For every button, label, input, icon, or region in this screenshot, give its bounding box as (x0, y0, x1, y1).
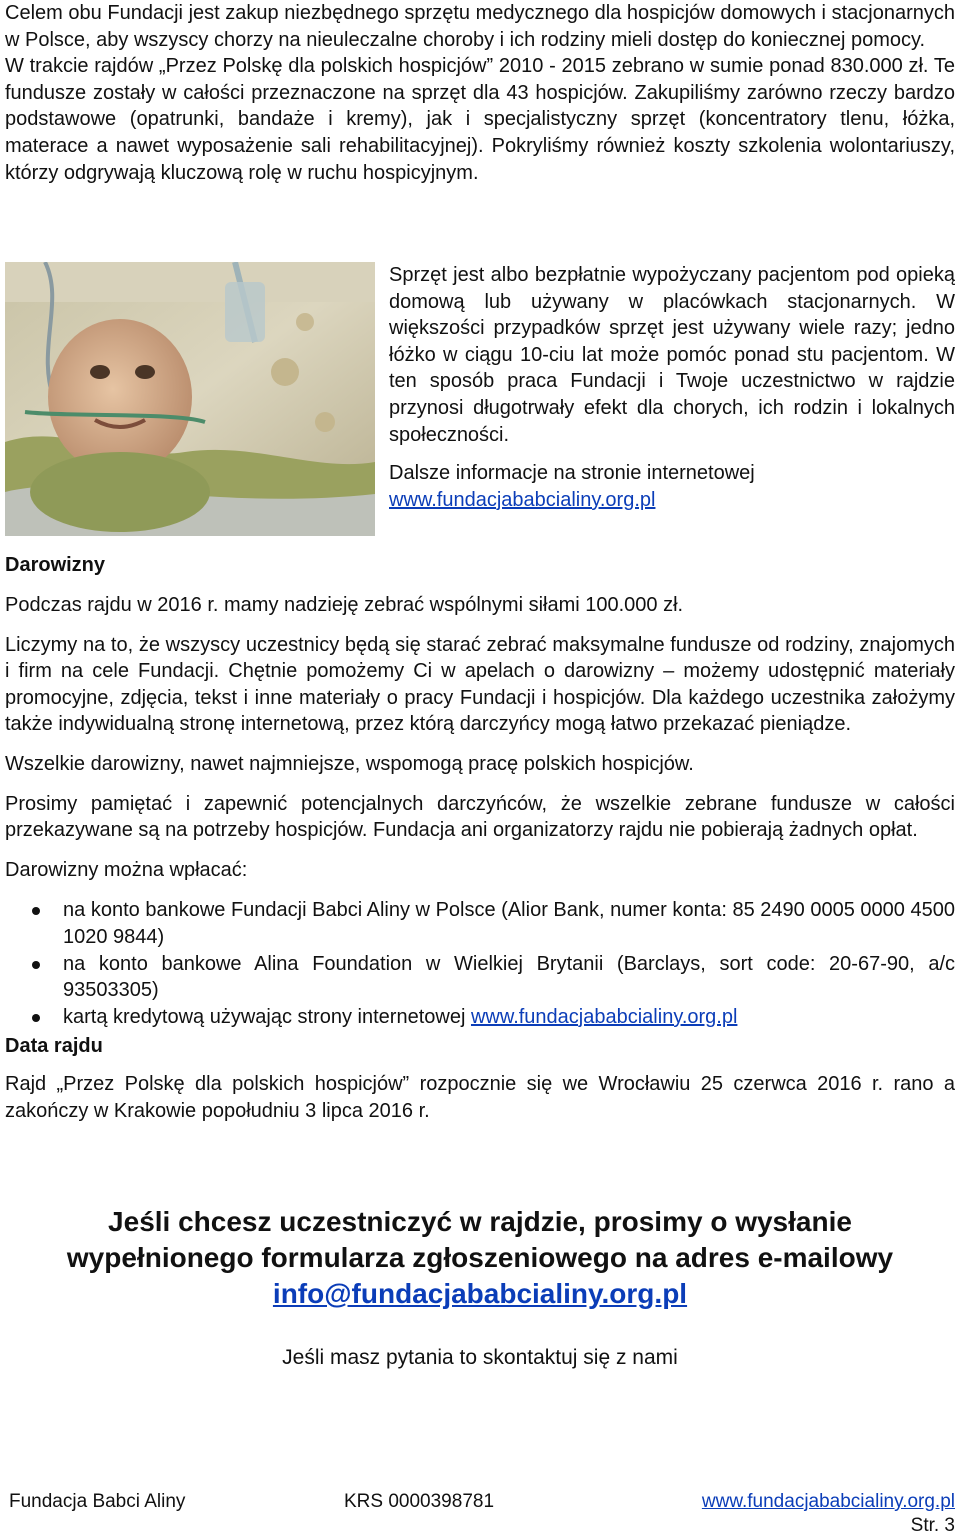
side-text (389, 262, 955, 513)
donations-paragraph-3: Wszelkie darowizny, nawet najmniejsze, wspomogą pracę polskich hospicjów. (5, 752, 694, 775)
baby-photo-image (5, 262, 375, 536)
side-paragraph: Sprzęt jest albo bezpłatnie wypożyczany pacjentom pod opieką domową lub używany w placówkach stacjonarnych. W większości przypadków sprzęt jest używany wiele razy; jedno łóżko w ciągu 10-ciu lat może pomóc ponad stu pacjentom. W ten sposób praca Fundacji i Twoje uczestnictwo w rajdzie przynosi długotrwały efekt dla chorych, ich rodzin i lokalnych społeczności. (389, 264, 955, 446)
donation-methods-list (5, 897, 955, 1030)
contact-prompt: Jeśli masz pytania to skontaktuj się z nami (282, 1346, 678, 1369)
donation-website-link[interactable]: www.fundacjababcialiny.org.pl (470, 1005, 738, 1028)
date-heading: Data rajdu (5, 1035, 103, 1058)
more-info-label: Dalsze informacje na stronie internetowej (389, 462, 755, 485)
bullet-icon (32, 1014, 40, 1022)
donations-goal: Podczas rajdu w 2016 r. mamy nadzieję zebrać wspólnymi siłami 100.000 zł. (5, 594, 684, 616)
date-paragraph: Rajd „Przez Polskę dla polskich hospicjów” rozpocznie się we Wrocławiu 25 czerwca 2016 r. rano a zakończy w Krakowie popołudniu 3 lipca 2016 r. (5, 1073, 955, 1122)
bullet-icon (32, 961, 40, 969)
donations-section (5, 552, 955, 1125)
signup-callout (5, 1204, 955, 1372)
donations-heading: Darowizny (5, 554, 106, 576)
more-info (389, 460, 955, 513)
page-footer (5, 1491, 957, 1535)
donations-paragraph-5: Darowizny można wpłacać: (5, 858, 248, 881)
donations-paragraph-2: Liczymy na to, że wszyscy uczestnicy będą się starać zebrać maksymalne fundusze od rodziny, znajomych i firm na cele Fundacji. Chętnie pomożemy Ci w apelach o darowizny – możemy udostępnić materiały promocyjne, zdjęcia, tekst i inne materiały o pracy Fundacji i hospicjów. Dla każdego uczestnika założymy także indywidualną stronę internetową, przez którą darczyńcy mogą łatwo przekazać pieniądze. (5, 633, 955, 736)
footer-krs: KRS 0000398781 (344, 1491, 495, 1512)
email-link[interactable]: info@fundacjababcialiny.org.pl (272, 1278, 688, 1309)
intro-section (5, 0, 955, 186)
bullet-icon (32, 907, 40, 915)
list-item: kartą kredytową używając strony internetowej www.fundacjababcialiny.org.pl (5, 1004, 955, 1031)
intro-paragraph-1: Celem obu Fundacji jest zakup niezbędnego sprzętu medycznego dla hospicjów domowych i stacjonarnych w Polsce, aby wszyscy chorzy na nieuleczalne choroby i ich rodziny mieli dostęp do koniecznej pomocy. (5, 2, 955, 51)
intro-paragraph-2: W trakcie rajdów „Przez Polskę dla polskich hospicjów” 2010 - 2015 zebrano w sumie ponad 830.000 zł. Te fundusze zostały w całości przeznaczone na sprzęt dla 43 hospicjów. Zakupiliśmy zarówno rzeczy bardzo podstawowe (opatrunki, bandaże i kremy), jak i specjalistyczny sprzęt (koncentratory tlenu, łóżka, materace a nawet wyposażenie sali rehabilitacyjnej). Pokryliśmy również koszty szkolenia wolontariuszy, którzy odgrywają kluczową rolę w ruchu hospicyjnym. (5, 55, 955, 184)
list-item: na konto bankowe Fundacji Babci Aliny w Polsce (Alior Bank, numer konta: 85 2490 0005 0000 4500 1020 9844) (5, 897, 955, 950)
page-number: Str. 3 (910, 1515, 955, 1536)
website-link[interactable]: www.fundacjababcialiny.org.pl (389, 488, 656, 511)
callout-line-2: wypełnionego formularza zgłoszeniowego na adres e-mailowy (66, 1242, 894, 1273)
list-item: na konto bankowe Alina Foundation w Wielkiej Brytanii (Barclays, sort code: 20-67-90, a/c 93503305) (5, 951, 955, 1004)
footer-org: Fundacja Babci Aliny (9, 1491, 186, 1512)
baby-photo (5, 262, 375, 536)
callout-line-1: Jeśli chcesz uczestniczyć w rajdzie, prosimy o wysłanie (108, 1206, 852, 1237)
donations-paragraph-4: Prosimy pamiętać i zapewnić potencjalnych darczyńców, że wszelkie zebrane fundusze w całości przekazywane są na potrzeby hospicjów. Fundacja ani organizatorzy rajdu nie pobierają żadnych opłat. (5, 792, 955, 842)
footer-website-link[interactable]: www.fundacjababcialiny.org.pl (701, 1491, 955, 1512)
